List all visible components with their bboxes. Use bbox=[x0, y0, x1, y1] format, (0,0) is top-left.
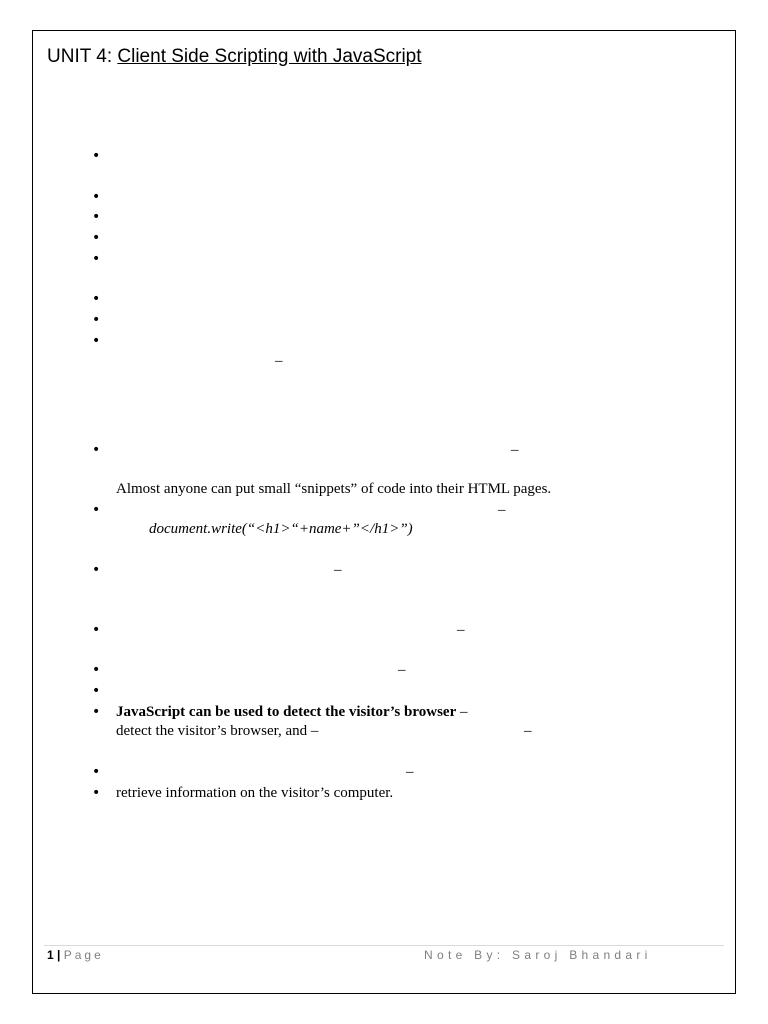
code-example: document.write(“<h1>“+name+”</h1>”) bbox=[149, 521, 413, 537]
page-number: 1 bbox=[47, 948, 54, 962]
dash-mark: – bbox=[524, 723, 532, 739]
detect-browser-heading: JavaScript can be used to detect the visitor’s browser bbox=[116, 704, 457, 720]
bullet bbox=[92, 500, 102, 520]
page-border bbox=[32, 30, 736, 994]
bullet bbox=[92, 783, 102, 803]
bullet bbox=[92, 331, 102, 351]
dash-mark: – bbox=[334, 562, 342, 578]
bullet bbox=[92, 702, 102, 722]
page-separator: | bbox=[53, 948, 64, 962]
dash-mark: – bbox=[457, 622, 465, 638]
detect-browser-line bbox=[116, 702, 467, 722]
dash-mark: – bbox=[275, 353, 283, 369]
bullet bbox=[92, 228, 102, 248]
dash-mark: – bbox=[511, 442, 519, 458]
bullet bbox=[92, 146, 102, 166]
bullet bbox=[92, 560, 102, 580]
bullet bbox=[92, 249, 102, 269]
dash-mark: – bbox=[498, 502, 506, 518]
page-title bbox=[47, 44, 422, 70]
bullet bbox=[92, 762, 102, 782]
dash-mark: – bbox=[406, 764, 414, 780]
unit-label: UNIT 4: bbox=[47, 46, 118, 67]
detect-browser-dash: – bbox=[456, 704, 468, 720]
bullet bbox=[92, 620, 102, 640]
page-label: Page bbox=[63, 948, 104, 962]
bullet bbox=[92, 207, 102, 227]
bullet bbox=[92, 289, 102, 309]
bullet bbox=[92, 440, 102, 460]
bullet bbox=[92, 681, 102, 701]
dash-mark: – bbox=[398, 662, 406, 678]
bullet bbox=[92, 660, 102, 680]
bullet bbox=[92, 310, 102, 330]
detect-line: detect the visitor’s browser, and – bbox=[116, 723, 319, 739]
snippets-line: Almost anyone can put small “snippets” of code into their HTML pages. bbox=[116, 481, 552, 497]
unit-subject: Client Side Scripting with JavaScript bbox=[117, 46, 422, 67]
author-note: Note By: Saroj Bhandari bbox=[424, 948, 652, 962]
footer-rule bbox=[44, 945, 724, 946]
bullet bbox=[92, 187, 102, 207]
retrieve-line: retrieve information on the visitor’s computer. bbox=[116, 785, 394, 801]
page-footer-number bbox=[47, 947, 104, 963]
